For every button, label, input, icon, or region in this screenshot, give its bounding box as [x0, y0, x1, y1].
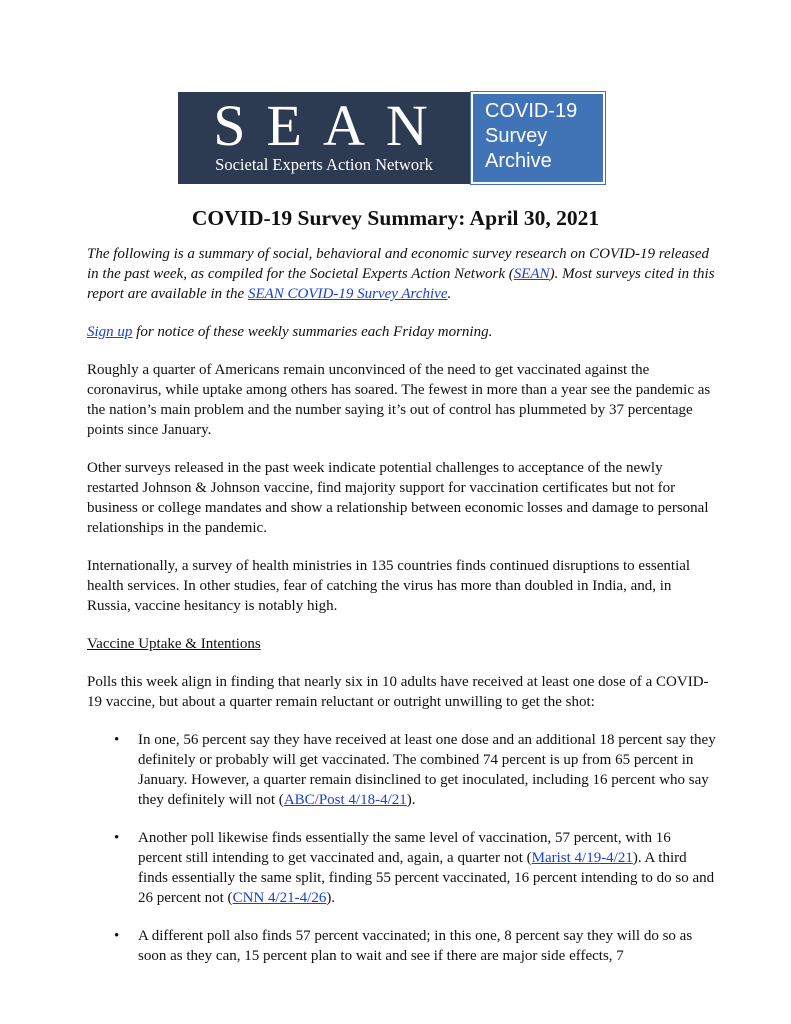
list-item	[87, 926, 717, 966]
survey-archive-link[interactable]: SEAN COVID-19 Survey Archive	[247, 286, 448, 302]
archive-logo-line-1: COVID-19	[485, 100, 578, 122]
bullet-icon: •	[114, 830, 120, 846]
intro-text-a: The following is a summary of social, behavioral and economic survey research on COVID-19 released in the past week, as compiled for the Societal Experts Action Network (	[87, 246, 709, 282]
bullet-1-text: In one, 56 percent say they have received at least one dose and an additional 18 percent say they definitely or probably will get vaccinated. The combined 74 percent is up from 65 percent in January. However, a quarter remain disinclined to get inoculated, including 16 percent who say they definitely will not (	[138, 732, 716, 808]
bullet-list	[87, 730, 717, 966]
intro-text-c: .	[447, 286, 452, 302]
archive-logo-line-2: Survey	[485, 125, 548, 147]
abc-post-link[interactable]: ABC/Post 4/18-4/21	[283, 792, 407, 808]
sean-link[interactable]: SEAN	[513, 266, 550, 282]
signup-paragraph	[87, 322, 717, 342]
page-title: COVID-19 Survey Summary: April 30, 2021	[191, 206, 600, 230]
bullet-2-text-a: Another poll likewise finds essentially the same level of vaccination, 57 percent, with 16 percent still intending to get vaccinated and, again, a quarter not (	[138, 830, 671, 866]
bullet-icon: •	[114, 928, 120, 944]
summary-paragraph-3: Internationally, a survey of health ministries in 135 countries finds continued disruptions to essential health services. In other studies, fear of catching the virus has more than doubled in India, and, in Russia, vaccine hesitancy is notably high.	[87, 558, 691, 614]
sean-logo-word: SEAN	[213, 93, 449, 158]
section-intro-paragraph: Polls this week align in finding that nearly six in 10 adults have received at least one dose of a COVID-19 vaccine, but about a quarter remain reluctant or outright unwilling to get the shot:	[87, 674, 709, 710]
bullet-icon: •	[114, 732, 120, 748]
document-body	[87, 244, 717, 984]
sean-logo-panel	[178, 92, 470, 184]
sean-logo	[178, 92, 605, 184]
summary-paragraph-2: Other surveys released in the past week indicate potential challenges to acceptance of the newly restarted Johnson & Johnson vaccine, find majority support for vaccination certificates but not for business or college mandates and show a relationship between economic losses and damage to personal relationships in the pandemic.	[87, 460, 709, 536]
cnn-link[interactable]: CNN 4/21-4/26	[232, 890, 327, 906]
section-heading-vaccine-uptake: Vaccine Uptake & Intentions	[87, 636, 261, 652]
signup-text: for notice of these weekly summaries each Friday morning.	[132, 324, 493, 340]
bullet-1-end: ).	[406, 792, 416, 808]
intro-paragraph	[87, 244, 717, 304]
intro-text-b: ). Most surveys cited in this report are available in the	[87, 266, 715, 302]
bullet-2-text-b: ). A third finds essentially the same split, finding 55 percent vaccinated, 16 percent intending to do so and 26 percent not (	[138, 850, 715, 906]
marist-link[interactable]: Marist 4/19-4/21	[531, 850, 633, 866]
sign-up-link[interactable]: Sign up	[87, 324, 133, 340]
bullet-3-text: A different poll also finds 57 percent vaccinated; in this one, 8 percent say they will do so as soon as they can, 15 percent plan to wait and see if there are major side effects, 7	[138, 928, 693, 964]
bullet-2-end: ).	[326, 890, 336, 906]
list-item	[87, 828, 717, 908]
sean-logo-subtitle: Societal Experts Action Network	[215, 155, 433, 174]
list-item	[87, 730, 717, 810]
summary-paragraph-1: Roughly a quarter of Americans remain unconvinced of the need to get vaccinated against the coronavirus, while uptake among others has soared. The fewest in more than a year see the pandemic as the nation’s main problem and the number saying it’s out of control has plummeted by 37 percentage points since January.	[87, 362, 711, 438]
archive-logo-line-3: Archive	[485, 150, 552, 172]
archive-logo-panel	[471, 92, 605, 184]
